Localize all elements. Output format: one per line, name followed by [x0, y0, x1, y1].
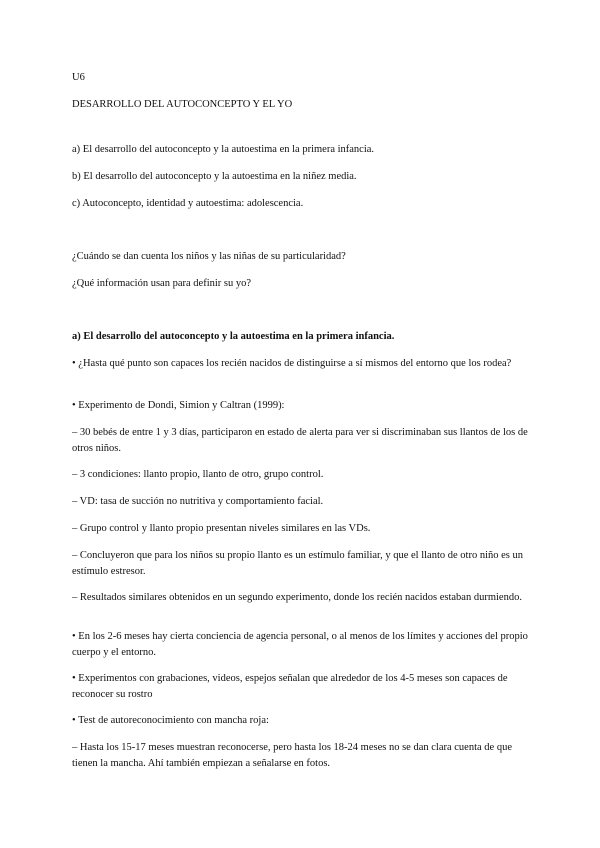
paragraph: – Concluyeron que para los niños su propio llanto es un estímulo familiar, y que el llanto de otro niño es un estímulo estresor.: [72, 550, 523, 577]
section-heading: a) El desarrollo del autoconcepto y la autoestima en la primera infancia.: [72, 331, 395, 342]
outline-item-a: a) El desarrollo del autoconcepto y la autoestima en la primera infancia.: [72, 144, 375, 155]
paragraph: • Test de autoreconocimiento con mancha roja:: [72, 715, 269, 726]
paragraph: • En los 2-6 meses hay cierta conciencia de agencia personal, o al menos de los límites y acciones del propio cuerpo y el entorno.: [72, 631, 528, 658]
outline-item-c: c) Autoconcepto, identidad y autoestima: adolescencia.: [72, 198, 304, 209]
outline-item-b: b) El desarrollo del autoconcepto y la autoestima en la niñez media.: [72, 171, 357, 182]
question-1: ¿Cuándo se dan cuenta los niños y las niñas de su particularidad?: [72, 251, 346, 262]
paragraph: • Experimento de Dondi, Simion y Caltran (1999):: [72, 400, 285, 411]
unit-label: U6: [72, 72, 85, 83]
paragraph: – 3 condiciones: llanto propio, llanto de otro, grupo control.: [72, 469, 324, 480]
paragraph: – 30 bebés de entre 1 y 3 días, participaron en estado de alerta para ver si discriminaban sus llantos de los de otros niños.: [72, 427, 528, 454]
paragraph: – Grupo control y llanto propio presentan niveles similares en las VDs.: [72, 523, 371, 534]
paragraph: – VD: tasa de succión no nutritiva y comportamiento facial.: [72, 496, 324, 507]
paragraph: • Experimentos con grabaciones, videos, espejos señalan que alrededor de los 4-5 meses son capaces de reconocer su rostro: [72, 673, 508, 700]
paragraph: • ¿Hasta qué punto son capaces los recién nacidos de distinguirse a sí mismos del entorno que los rodea?: [72, 358, 512, 369]
paragraph: – Hasta los 15-17 meses muestran reconocerse, pero hasta los 18-24 meses no se dan clara cuenta de que tienen la mancha. Ahí también empiezan a señalarse en fotos.: [72, 742, 512, 769]
question-2: ¿Qué información usan para definir su yo?: [72, 278, 252, 289]
document-title: DESARROLLO DEL AUTOCONCEPTO Y EL YO: [72, 99, 293, 110]
paragraph: – Resultados similares obtenidos en un segundo experimento, donde los recién nacidos estaban durmiendo.: [72, 592, 522, 603]
